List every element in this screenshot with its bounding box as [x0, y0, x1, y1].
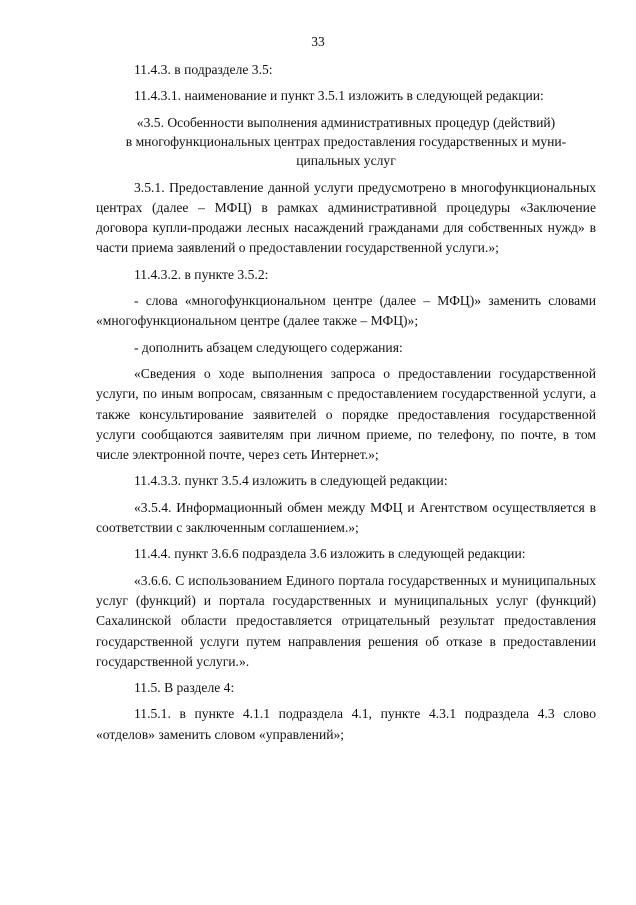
- paragraph-11-4-4: 11.4.4. пункт 3.6.6 подраздела 3.6 изложить в следующей редакции:: [134, 546, 526, 562]
- paragraph-3-5-1: 3.5.1. Предоставление данной услуги предусмотрено в многофункциональных центрах (далее – МФЦ) в рамках административной процедуры «Заключение договора купли-продажи лесных насаждений гражданами для собственных нужд» в части приема заявлений о предоставлении государственной услуги.»;: [96, 179, 596, 256]
- paragraph-11-4-3-3: 11.4.3.3. пункт 3.5.4 изложить в следующей редакции:: [134, 473, 448, 489]
- paragraph-replace-words: - слова «многофункциональном центре (далее – МФЦ)» заменить словами «многофункциональном центре (далее также – МФЦ)»;: [96, 293, 596, 329]
- paragraph-3-6-6: «3.6.6. С использованием Единого портала государственных и муниципальных услуг (функций) и портала государственных и муниципальных услуг (функций) Сахалинской области предоставляется отрицательный результат предоставления государственной услуги путем направления решения об отказе в предоставлении государственной услуги.».: [96, 572, 596, 669]
- section-heading-line: в многофункциональных центрах предоставления государственных и муни-: [125, 133, 567, 149]
- paragraph-11-5-1: 11.5.1. в пункте 4.1.1 подраздела 4.1, пункте 4.3.1 подраздела 4.3 слово «отделов» заменить словом «управлений»;: [96, 706, 596, 742]
- document-body: [96, 60, 596, 745]
- page-number: 33: [311, 34, 325, 49]
- section-heading-line: «3.5. Особенности выполнения административных процедур (действий): [136, 114, 556, 130]
- section-heading-3-5: [96, 113, 596, 170]
- paragraph-11-5: 11.5. В разделе 4:: [134, 680, 235, 696]
- section-heading-line: ципальных услуг: [296, 152, 396, 168]
- paragraph-11-4-3-2: 11.4.3.2. в пункте 3.5.2:: [134, 266, 269, 282]
- paragraph-add-clause: - дополнить абзацем следующего содержания:: [134, 339, 403, 355]
- paragraph-11-4-3: 11.4.3. в подразделе 3.5:: [134, 62, 273, 77]
- paragraph-3-5-4: «3.5.4. Информационный обмен между МФЦ и Агентством осуществляется в соответствии с заключенным соглашением.»;: [96, 499, 596, 536]
- paragraph-quoted-info: «Сведения о ходе выполнения запроса о предоставлении государственной услуги, по иным вопросам, связанным с предоставлением государственной услуги, а также консультирование заявителей о порядке предоставления государственной услуги сообщаются заявителям при личном приеме, по телефону, по почте, в том числе электронной почте, через сеть Интернет.»;: [96, 365, 596, 463]
- paragraph-11-4-3-1: 11.4.3.1. наименование и пункт 3.5.1 изложить в следующей редакции:: [134, 88, 544, 104]
